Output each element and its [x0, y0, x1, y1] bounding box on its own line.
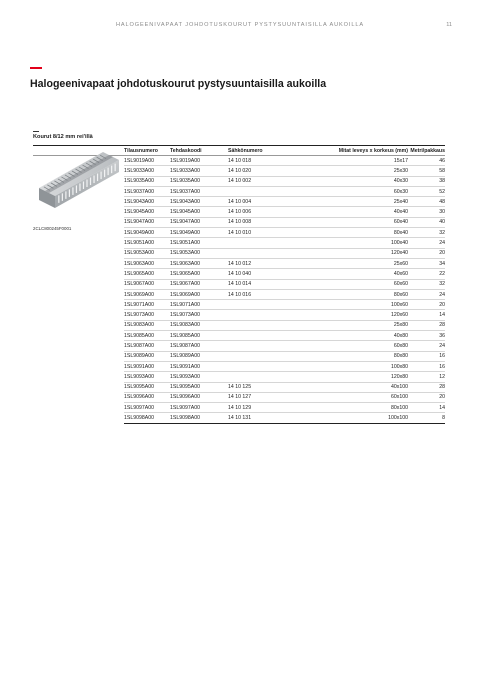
cell-order-number: 1SL9053A00: [124, 248, 170, 258]
accent-bar: [30, 67, 42, 69]
cell-metres-per-pack: 16: [408, 361, 445, 371]
cell-factory-code: 1SL9087A00: [170, 341, 228, 351]
cell-dimensions: 100x40: [296, 238, 408, 248]
cell-electrical-number: [228, 320, 296, 330]
cell-electrical-number: 14 10 004: [228, 197, 296, 207]
cell-dimensions: 40x40: [296, 207, 408, 217]
cell-metres-per-pack: 28: [408, 320, 445, 330]
cell-metres-per-pack: 16: [408, 351, 445, 361]
cell-factory-code: 1SL9097A00: [170, 403, 228, 413]
cell-metres-per-pack: 24: [408, 289, 445, 299]
cell-order-number: 1SL9047A00: [124, 217, 170, 227]
cell-factory-code: 1SL9035A00: [170, 176, 228, 186]
cell-metres-per-pack: 14: [408, 310, 445, 320]
cell-order-number: 1SL9067A00: [124, 279, 170, 289]
cell-order-number: 1SL9098A00: [124, 413, 170, 423]
cell-order-number: 1SL9095A00: [124, 382, 170, 392]
cell-dimensions: 100x60: [296, 300, 408, 310]
cell-order-number: 1SL9037A00: [124, 186, 170, 196]
cell-electrical-number: [228, 300, 296, 310]
cell-order-number: 1SL9035A00: [124, 176, 170, 186]
cell-factory-code: 1SL9047A00: [170, 217, 228, 227]
cell-electrical-number: [228, 186, 296, 196]
cell-order-number: 1SL9085A00: [124, 331, 170, 341]
cell-metres-per-pack: 38: [408, 176, 445, 186]
page-title: Halogeenivapaat johdotuskourut pystysuuntaisilla aukoilla: [30, 78, 327, 90]
cell-order-number: 1SL9097A00: [124, 403, 170, 413]
cell-dimensions: 80x40: [296, 228, 408, 238]
cell-dimensions: 60x80: [296, 341, 408, 351]
cell-electrical-number: [228, 361, 296, 371]
cell-dimensions: 40x60: [296, 269, 408, 279]
cell-electrical-number: 14 10 018: [228, 156, 296, 166]
cell-electrical-number: 14 10 006: [228, 207, 296, 217]
cell-dimensions: 80x80: [296, 351, 408, 361]
cell-factory-code: 1SL9053A00: [170, 248, 228, 258]
cell-dimensions: 100x100: [296, 413, 408, 423]
cell-metres-per-pack: 52: [408, 186, 445, 196]
cell-metres-per-pack: 30: [408, 207, 445, 217]
cell-factory-code: 1SL9093A00: [170, 372, 228, 382]
product-table-container: [33, 145, 445, 424]
cell-electrical-number: [228, 351, 296, 361]
cell-dimensions: 25x60: [296, 258, 408, 268]
cell-metres-per-pack: 12: [408, 372, 445, 382]
cell-metres-per-pack: 20: [408, 392, 445, 402]
cell-factory-code: 1SL9037A00: [170, 186, 228, 196]
cell-metres-per-pack: 36: [408, 331, 445, 341]
page-header: [0, 22, 480, 32]
cell-electrical-number: 14 10 002: [228, 176, 296, 186]
cell-metres-per-pack: 34: [408, 258, 445, 268]
cell-factory-code: 1SL9069A00: [170, 289, 228, 299]
cell-metres-per-pack: 48: [408, 197, 445, 207]
product-table: [33, 146, 445, 424]
cell-metres-per-pack: 58: [408, 166, 445, 176]
product-image-cell: [33, 156, 124, 424]
cell-dimensions: 40x80: [296, 331, 408, 341]
cell-factory-code: 1SL9083A00: [170, 320, 228, 330]
cell-factory-code: 1SL9063A00: [170, 258, 228, 268]
cell-electrical-number: 14 10 129: [228, 403, 296, 413]
cell-electrical-number: 14 10 016: [228, 289, 296, 299]
cell-dimensions: 100x80: [296, 361, 408, 371]
cell-dimensions: 60x30: [296, 186, 408, 196]
cell-electrical-number: 14 10 131: [228, 413, 296, 423]
cell-electrical-number: [228, 248, 296, 258]
cell-dimensions: 60x40: [296, 217, 408, 227]
cell-dimensions: 120x40: [296, 248, 408, 258]
cell-order-number: 1SL9087A00: [124, 341, 170, 351]
cell-factory-code: 1SL9043A00: [170, 197, 228, 207]
cell-factory-code: 1SL9071A00: [170, 300, 228, 310]
cell-order-number: 1SL9019A00: [124, 156, 170, 166]
cell-order-number: 1SL9033A00: [124, 166, 170, 176]
section-divider: [33, 131, 39, 132]
cell-factory-code: 1SL9095A00: [170, 382, 228, 392]
cell-order-number: 1SL9065A00: [124, 269, 170, 279]
cell-factory-code: 1SL9049A00: [170, 228, 228, 238]
cell-metres-per-pack: 14: [408, 403, 445, 413]
cell-factory-code: 1SL9045A00: [170, 207, 228, 217]
cell-order-number: 1SL9051A00: [124, 238, 170, 248]
cell-dimensions: 80x60: [296, 289, 408, 299]
cell-order-number: 1SL9083A00: [124, 320, 170, 330]
cell-order-number: 1SL9069A00: [124, 289, 170, 299]
running-title: HALOGEENIVAPAAT JOHDOTUSKOURUT PYSTYSUUNTAISILLA AUKOILLA: [115, 22, 365, 28]
page-number: 11: [446, 22, 452, 28]
cell-dimensions: 120x80: [296, 372, 408, 382]
cell-metres-per-pack: 20: [408, 300, 445, 310]
cell-electrical-number: [228, 331, 296, 341]
cell-metres-per-pack: 40: [408, 217, 445, 227]
cell-factory-code: 1SL9096A00: [170, 392, 228, 402]
cell-dimensions: 120x60: [296, 310, 408, 320]
header-dimensions: Mitat leveys x korkeus (mm): [296, 146, 408, 156]
cell-dimensions: 40x100: [296, 382, 408, 392]
cell-factory-code: 1SL9098A00: [170, 413, 228, 423]
cell-electrical-number: 14 10 125: [228, 382, 296, 392]
cell-electrical-number: 14 10 014: [228, 279, 296, 289]
cell-factory-code: 1SL9065A00: [170, 269, 228, 279]
cell-metres-per-pack: 32: [408, 228, 445, 238]
cell-order-number: 1SL9071A00: [124, 300, 170, 310]
cell-metres-per-pack: 8: [408, 413, 445, 423]
table-row: [33, 156, 445, 166]
cell-factory-code: 1SL9085A00: [170, 331, 228, 341]
cell-dimensions: 25x40: [296, 197, 408, 207]
cell-electrical-number: [228, 310, 296, 320]
cell-order-number: 1SL9049A00: [124, 228, 170, 238]
cell-dimensions: 25x80: [296, 320, 408, 330]
cell-metres-per-pack: 28: [408, 382, 445, 392]
cell-order-number: 1SL9073A00: [124, 310, 170, 320]
cell-factory-code: 1SL9033A00: [170, 166, 228, 176]
cell-metres-per-pack: 46: [408, 156, 445, 166]
cell-order-number: 1SL9043A00: [124, 197, 170, 207]
cell-factory-code: 1SL9067A00: [170, 279, 228, 289]
cell-order-number: 1SL9093A00: [124, 372, 170, 382]
cell-electrical-number: 14 10 010: [228, 228, 296, 238]
cell-electrical-number: 14 10 012: [228, 258, 296, 268]
cell-electrical-number: 14 10 127: [228, 392, 296, 402]
cell-dimensions: 60x60: [296, 279, 408, 289]
cell-dimensions: 60x100: [296, 392, 408, 402]
cell-metres-per-pack: 20: [408, 248, 445, 258]
cell-electrical-number: 14 10 008: [228, 217, 296, 227]
section-label: Kourut 8/12 mm rei'illä: [33, 134, 93, 140]
cell-order-number: 1SL9045A00: [124, 207, 170, 217]
table-body: [33, 156, 445, 424]
cell-factory-code: 1SL9051A00: [170, 238, 228, 248]
cell-factory-code: 1SL9089A00: [170, 351, 228, 361]
cell-electrical-number: [228, 372, 296, 382]
cell-dimensions: 40x30: [296, 176, 408, 186]
cell-metres-per-pack: 24: [408, 238, 445, 248]
cell-electrical-number: [228, 341, 296, 351]
cell-order-number: 1SL9096A00: [124, 392, 170, 402]
header-order-number: Tilausnumero: [124, 146, 170, 156]
cell-dimensions: 80x100: [296, 403, 408, 413]
cell-metres-per-pack: 22: [408, 269, 445, 279]
header-metres-per-pack: Metri/pakkaus: [408, 146, 445, 156]
header-electrical-number: Sähkönumero: [228, 146, 296, 156]
cell-factory-code: 1SL9019A00: [170, 156, 228, 166]
cell-electrical-number: 14 10 040: [228, 269, 296, 279]
cell-factory-code: 1SL9073A00: [170, 310, 228, 320]
cell-order-number: 1SL9089A00: [124, 351, 170, 361]
cell-metres-per-pack: 24: [408, 341, 445, 351]
cell-dimensions: 25x30: [296, 166, 408, 176]
cable-duct-photo: [33, 146, 124, 212]
cell-dimensions: 15x17: [296, 156, 408, 166]
cell-electrical-number: 14 10 020: [228, 166, 296, 176]
cell-order-number: 1SL9091A00: [124, 361, 170, 371]
header-factory-code: Tehdaskoodi: [170, 146, 228, 156]
cell-order-number: 1SL9063A00: [124, 258, 170, 268]
cell-factory-code: 1SL9091A00: [170, 361, 228, 371]
cell-metres-per-pack: 32: [408, 279, 445, 289]
cell-electrical-number: [228, 238, 296, 248]
image-code: 2CLC800245F0001: [33, 226, 72, 231]
